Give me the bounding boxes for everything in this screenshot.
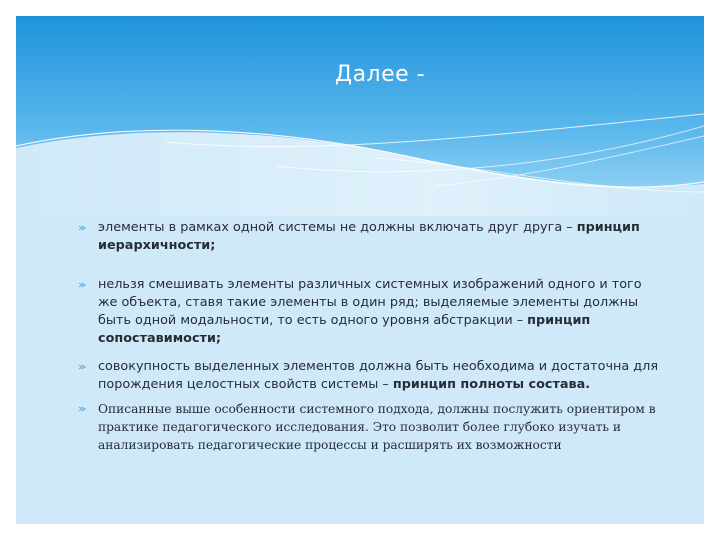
bullet-principle: принцип иерархичности; <box>98 220 640 253</box>
page-title: Далее - <box>334 62 426 87</box>
list-item <box>98 358 658 394</box>
bullet-principle: принцип сопоставимости; <box>98 313 591 346</box>
bullet-icon <box>77 404 87 414</box>
bullet-icon <box>77 280 87 290</box>
bullet-text: совокупность выделенных элементов должна быть необходима и достаточна для порождения целостных свойств системы – <box>98 359 659 392</box>
slide-header <box>16 16 704 216</box>
bullet-text: Описанные выше особенности системного подхода, должны послужить ориентиром в практике педагогического исследования. Это позволит более глубоко изучать и анализировать педагогические процессы и расширять их возможности <box>98 402 656 452</box>
slide <box>16 16 704 524</box>
bullet-icon <box>77 362 87 372</box>
list-item <box>98 219 658 255</box>
bullet-text: элементы в рамках одной системы не должны включать друг друга – <box>98 220 577 235</box>
list-item <box>98 400 658 454</box>
list-item <box>98 276 658 348</box>
bullet-principle: принцип полноты состава. <box>392 377 591 392</box>
header-wave-graphic <box>16 16 704 216</box>
bullet-icon <box>77 223 87 233</box>
bullet-text: нельзя смешивать элементы различных системных изображений одного и того же объекта, ставя такие элементы в один ряд; выделяемые элементы должны быть одной модальности, то есть одного уровня абстракции – <box>98 277 642 328</box>
